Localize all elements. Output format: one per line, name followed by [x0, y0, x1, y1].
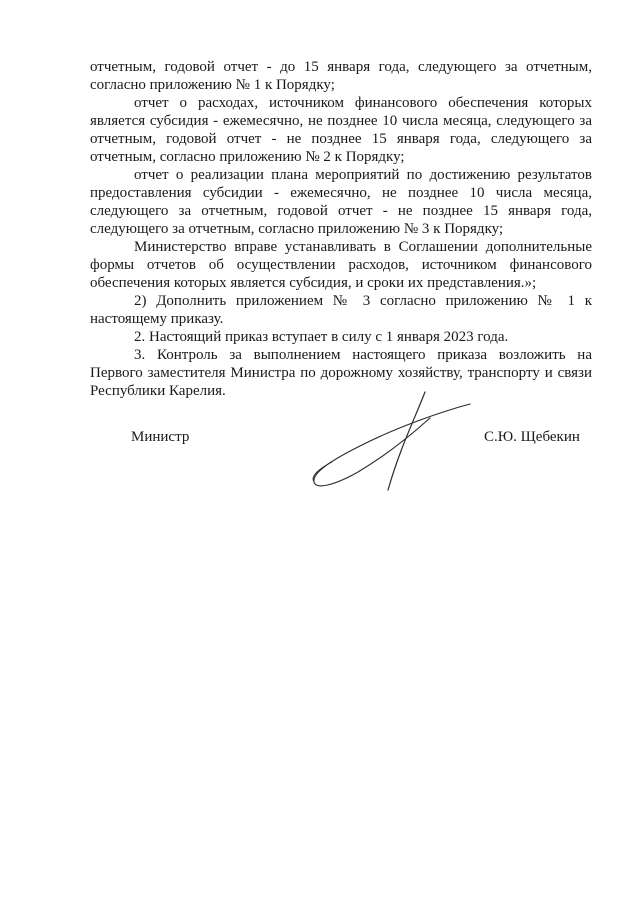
handwritten-signature	[300, 388, 480, 498]
signatory-name: С.Ю. Щебекин	[484, 429, 580, 445]
paragraph-additional-forms: Министерство вправе устанавливать в Соглашении дополнительные формы отчетов об осуществлении расходов, источником финансового обеспечения которых является субсидия, и сроки их представления.»;	[90, 239, 592, 291]
paragraph-control-clause: 3. Контроль за выполнением настоящего приказа возложить на Первого заместителя Министра по дорожному хозяйству, транспорту и связи Республики Карелия.	[90, 347, 592, 399]
paragraph-continuation: отчетным, годовой отчет - до 15 января года, следующего за отчетным, согласно приложению № 1 к Порядку;	[90, 59, 592, 93]
signatory-title: Министр	[131, 429, 190, 445]
paragraph-effective-date: 2. Настоящий приказ вступает в силу с 1 января 2023 года.	[134, 329, 509, 345]
document-body	[90, 58, 592, 400]
paragraph-appendix-clause: 2) Дополнить приложением № 3 согласно приложению № 1 к настоящему приказу.	[90, 293, 592, 327]
paragraph-plan-report: отчет о реализации плана мероприятий по достижению результатов предоставления субсидии - ежемесячно, не позднее 10 числа месяца, следующего за отчетным, годовой отчет - не позднее 15 января года, следующего за отчетным, согласно приложению № 3 к Порядку;	[90, 167, 592, 237]
paragraph-expense-report: отчет о расходах, источником финансового обеспечения которых является субсидия - ежемесячно, не позднее 10 числа месяца, следующего за отчетным, годовой отчет - не позднее 15 января года, следующего за отчетным, согласно приложению № 2 к Порядку;	[90, 95, 592, 165]
